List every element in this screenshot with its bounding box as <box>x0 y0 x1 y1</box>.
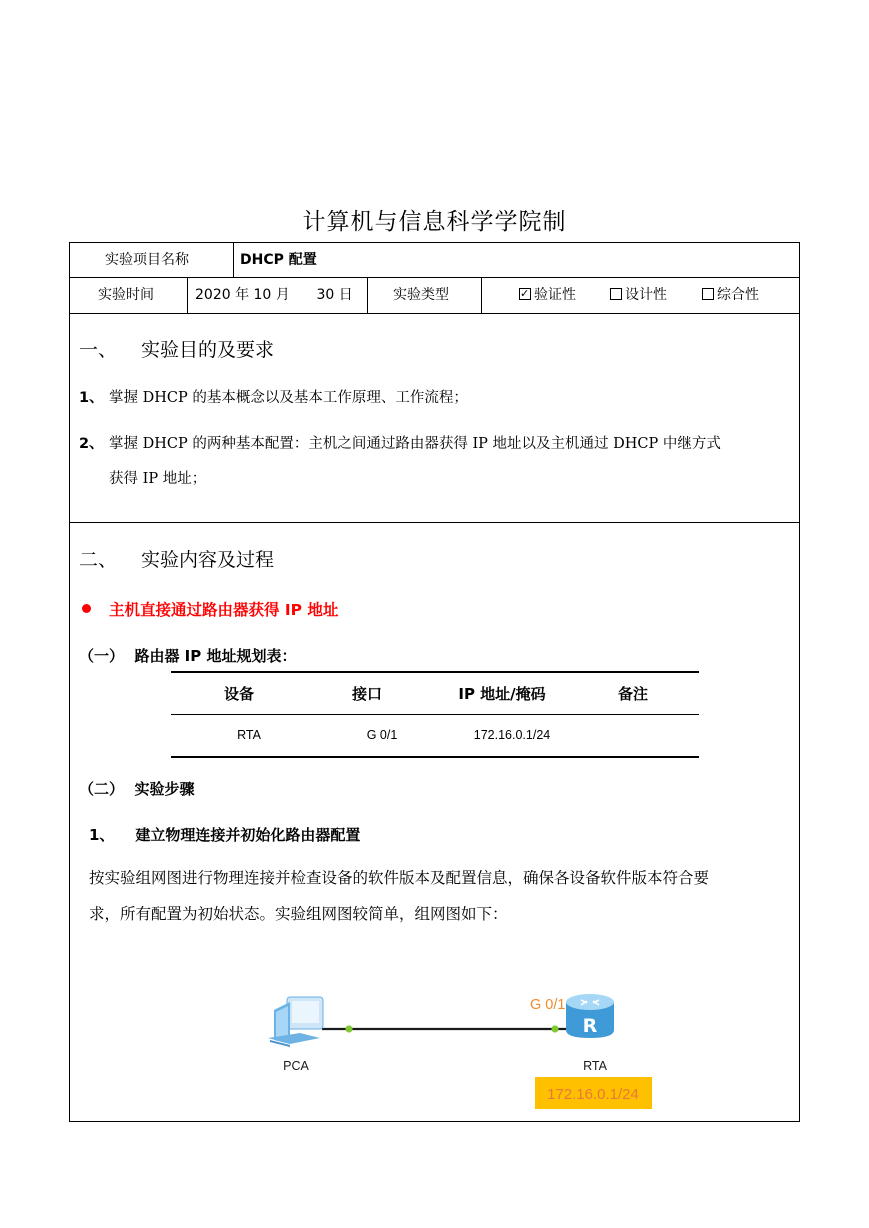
document-title: 计算机与信息科学学院制 <box>302 209 567 235</box>
port-label: G 0/1 <box>530 997 566 1013</box>
project-name-value: DHCP 配置 <box>240 252 317 268</box>
type-option-verify[interactable]: ✓ 验证性 <box>519 286 576 304</box>
checkbox-icon <box>610 288 622 300</box>
type-option-design[interactable]: 设计性 <box>610 286 667 304</box>
requirement-item-continued: 获得 IP 地址； <box>109 471 207 487</box>
header-bottom-divider <box>70 313 799 314</box>
section1-heading: 一、 实验目的及要求 <box>79 339 275 361</box>
checked-box-icon <box>519 288 531 300</box>
header-row-divider <box>70 277 799 278</box>
network-topology-diagram <box>260 988 670 1118</box>
link-endpoint-pc <box>345 1025 352 1032</box>
table-header: 设备 <box>223 685 254 703</box>
type-option-comprehensive[interactable]: 综合性 <box>702 286 759 304</box>
ip-plan-heading: （一） 路由器 IP 地址规划表： <box>79 647 297 665</box>
router-letter: R <box>582 1015 598 1037</box>
table-header: 备注 <box>617 685 648 703</box>
table-cell: RTA <box>237 728 261 742</box>
table-header: IP 地址/掩码 <box>458 685 546 703</box>
steps-heading: （二） 实验步骤 <box>79 780 195 798</box>
col-divider <box>481 277 482 313</box>
table-cell: G 0/1 <box>366 728 398 742</box>
table-header: 接口 <box>351 685 382 703</box>
section2-heading: 二、 实验内容及过程 <box>79 549 275 571</box>
ip-label: 172.16.0.1/24 <box>547 1086 639 1103</box>
project-name-label: 实验项目名称 <box>105 252 189 268</box>
pc-icon <box>268 997 323 1047</box>
step1-paragraph: 按实验组网图进行物理连接并检查设备的软件版本及配置信息，确保各设备软件版本符合要 <box>89 869 710 887</box>
type-label: 实验类型 <box>393 287 449 303</box>
table-cell: 172.16.0.1/24 <box>473 728 551 742</box>
subsection-heading: 主机直接通过路由器获得 IP 地址 <box>109 601 339 619</box>
col-divider <box>187 277 188 313</box>
link-endpoint-router <box>551 1025 558 1032</box>
col-divider <box>367 277 368 313</box>
col-divider <box>233 243 234 277</box>
checkbox-icon <box>702 288 714 300</box>
bullet-icon <box>82 604 91 613</box>
step1-heading: 1、 建立物理连接并初始化路由器配置 <box>89 826 361 844</box>
report-frame <box>69 242 800 1122</box>
step1-paragraph: 求，所有配置为初始状态。实验组网图较简单，组网图如下： <box>89 905 508 923</box>
section-divider <box>70 522 799 523</box>
requirement-item: 2、 掌握 DHCP 的两种基本配置：主机之间通过路由器获得 IP 地址以及主机通过 DHCP 中继方式 <box>79 436 721 452</box>
pc-label: PCA <box>283 1059 309 1073</box>
time-value: 2020 年 10 月 30 日 <box>195 287 353 303</box>
requirement-item: 1、 掌握 DHCP 的基本概念以及基本工作原理、工作流程； <box>79 390 468 406</box>
router-label: RTA <box>583 1059 607 1073</box>
time-label: 实验时间 <box>98 287 154 303</box>
